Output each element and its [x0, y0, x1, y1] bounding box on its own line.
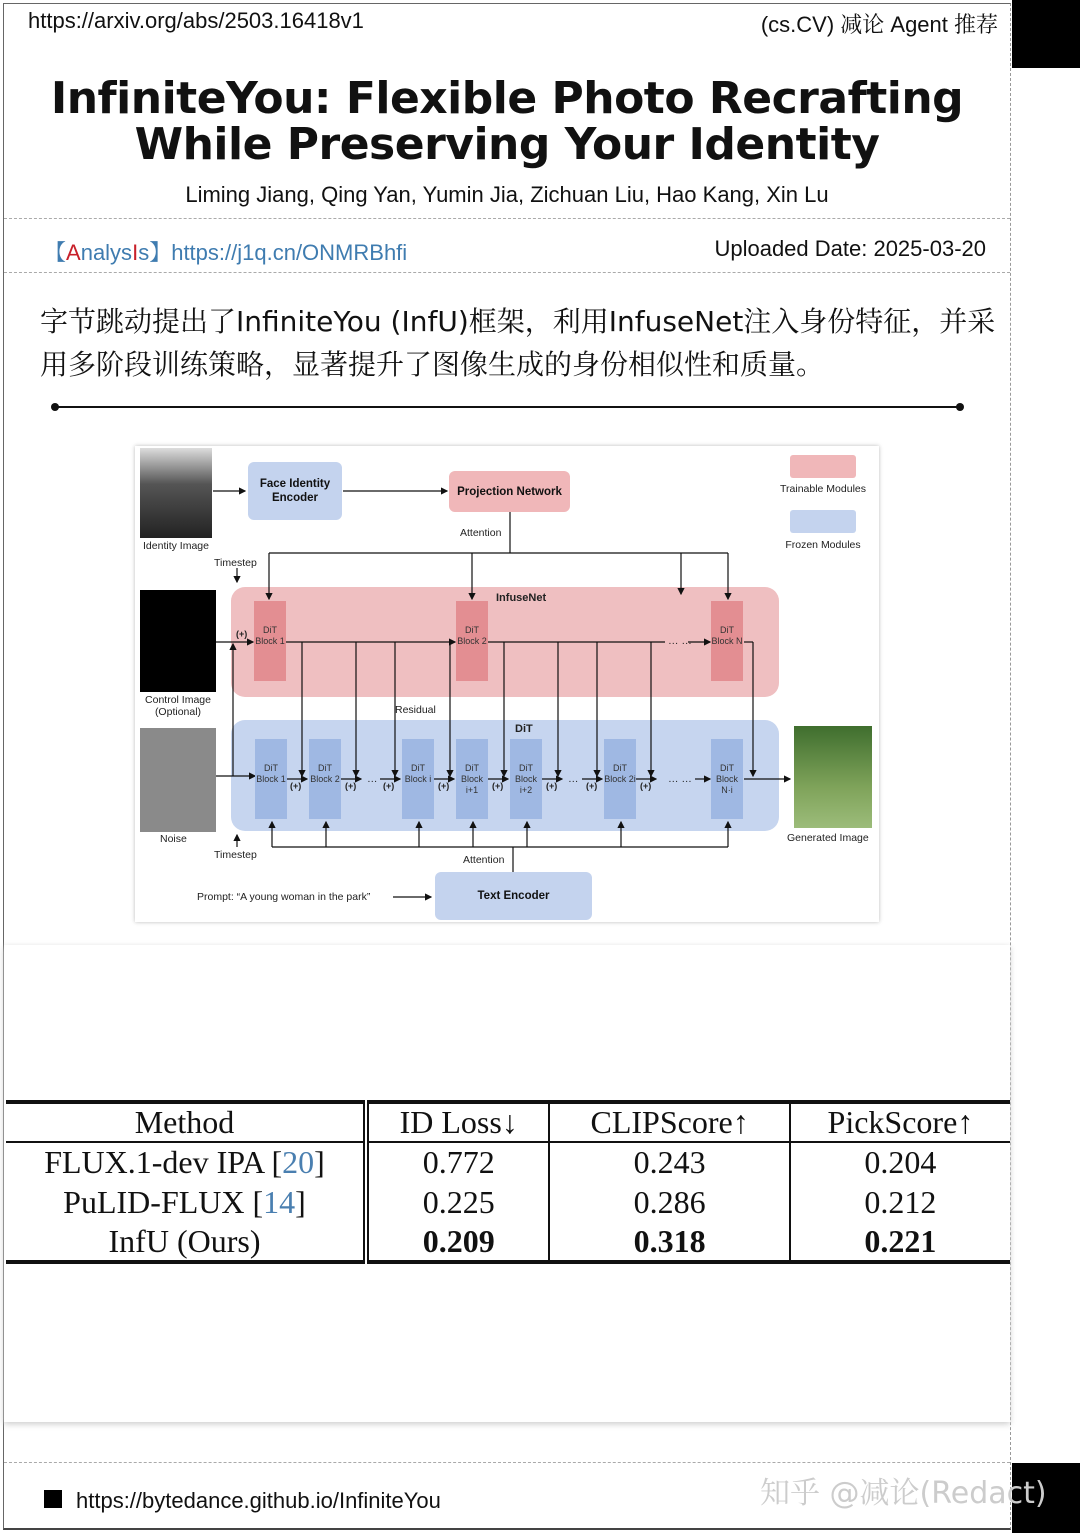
category-tag: (cs.CV) 减论 Agent 推荐 [760, 12, 998, 37]
dit-block: DiT Block 2 [309, 739, 341, 819]
plus-symbol: (+) [345, 781, 357, 791]
col-id-loss: ID Loss↓ [366, 1102, 549, 1142]
arxiv-url[interactable]: https://arxiv.org/abs/2503.16418v1 [28, 8, 364, 33]
infusenet-label: InfuseNet [496, 592, 547, 604]
noise-image [140, 728, 216, 832]
corner-block [1012, 0, 1080, 68]
plus-symbol: (+) [492, 781, 504, 791]
prompt-label: Prompt: “A young woman in the park” [197, 891, 371, 903]
dit-block: DiT Block N·i [711, 739, 743, 819]
dit-block: DiT Block 1 [255, 739, 287, 819]
table-row [6, 1182, 1010, 1222]
ellipsis: … … [668, 635, 692, 647]
dit-block: DiT Block i [402, 739, 434, 819]
plus-symbol: (+) [236, 629, 248, 639]
clipscore-cell: 0.243 [549, 1142, 789, 1182]
noise-label: Noise [160, 833, 187, 845]
col-method: Method [6, 1102, 366, 1142]
plus-symbol: (+) [586, 781, 598, 791]
timestep-label: Timestep [214, 849, 257, 861]
bullet-square-icon [44, 1490, 62, 1508]
dit-block: DiT Block 2i [604, 739, 636, 819]
method-cell: InfU (Ours) [6, 1222, 366, 1262]
authors: Liming Jiang, Qing Yan, Yumin Jia, Zichuan Liu, Hao Kang, Xin Lu [185, 182, 829, 207]
rule-line [55, 406, 960, 408]
pickscore-cell: 0.204 [864, 1144, 937, 1180]
citation-link[interactable]: 20 [282, 1144, 315, 1180]
citation-link[interactable]: 14 [263, 1183, 296, 1220]
dit-label: DiT [515, 723, 533, 735]
control-image [140, 590, 216, 692]
divider [4, 218, 1010, 219]
residual-label: Residual [395, 704, 436, 716]
frozen-legend-swatch [790, 510, 856, 533]
infuse-dit-block: DiT Block 2 [456, 601, 488, 681]
project-url[interactable]: https://bytedance.github.io/InfiniteYou [76, 1488, 441, 1513]
plus-symbol: (+) [640, 781, 652, 791]
ellipsis: … [568, 773, 579, 785]
method-cell: PuLID-FLUX [14] [6, 1182, 366, 1222]
id-loss-cell: 0.209 [366, 1222, 549, 1262]
ellipsis: … … [668, 773, 692, 785]
divider [4, 1462, 1010, 1463]
attention-label: Attention [463, 854, 505, 866]
control-image-label: Control Image (Optional) [145, 694, 211, 718]
clipscore-cell: 0.318 [549, 1222, 789, 1262]
trainable-legend-label: Trainable Modules [780, 483, 866, 495]
pickscore-cell: 0.212 [864, 1183, 937, 1220]
rule-dot [51, 403, 59, 411]
trainable-legend-swatch [790, 455, 856, 478]
projection-network: Projection Network [449, 471, 570, 512]
attention-label: Attention [460, 527, 502, 539]
dit-block: DiT Block i+2 [510, 739, 542, 819]
plus-symbol: (+) [290, 781, 302, 791]
results-table [6, 1100, 1010, 1264]
table-row [6, 1222, 1010, 1262]
table-header-row [6, 1102, 1010, 1142]
paper-title: InfiniteYou: Flexible Photo Recrafting While Preserving Your Identity [50, 73, 964, 170]
text-encoder: Text Encoder [435, 872, 592, 920]
identity-image [140, 448, 212, 538]
pickscore-cell: 0.221 [864, 1222, 937, 1259]
col-clipscore: CLIPScore↑ [549, 1102, 789, 1142]
ellipsis: … [367, 773, 378, 785]
rule-dot [956, 403, 964, 411]
divider [4, 272, 1010, 273]
summary-text: 字节跳动提出了InfiniteYou (InfU)框架，利用InfuseNet注入身份特征，并采用多阶段训练策略，显著提升了图像生成的身份相似性和质量。 [40, 305, 996, 381]
identity-image-label: Identity Image [143, 540, 209, 552]
architecture-diagram [135, 446, 879, 922]
infuse-dit-block: DiT Block 1 [254, 601, 286, 681]
face-identity-encoder: Face Identity Encoder [248, 462, 342, 520]
col-pickscore: PickScore↑ [827, 1104, 974, 1140]
watermark: 知乎 @减论(Redact) [760, 1476, 1047, 1511]
id-loss-cell: 0.772 [366, 1142, 549, 1182]
clipscore-cell: 0.286 [549, 1182, 789, 1222]
upload-date: Uploaded Date: 2025-03-20 [714, 236, 986, 261]
analysis-link[interactable]: 【AnalysIs】https://j1q.cn/ONMRBhfi [44, 240, 408, 265]
timestep-label: Timestep [214, 557, 257, 569]
infuse-dit-block: DiT Block N [711, 601, 743, 681]
table-row [6, 1142, 1010, 1182]
plus-symbol: (+) [546, 781, 558, 791]
id-loss-cell: 0.225 [366, 1182, 549, 1222]
frozen-legend-label: Frozen Modules [785, 539, 861, 551]
dit-block: DiT Block i+1 [456, 739, 488, 819]
generated-image-label: Generated Image [787, 832, 869, 844]
plus-symbol: (+) [438, 781, 450, 791]
plus-symbol: (+) [383, 781, 395, 791]
generated-image [794, 726, 872, 828]
method-cell: FLUX.1-dev IPA [20] [6, 1142, 366, 1182]
